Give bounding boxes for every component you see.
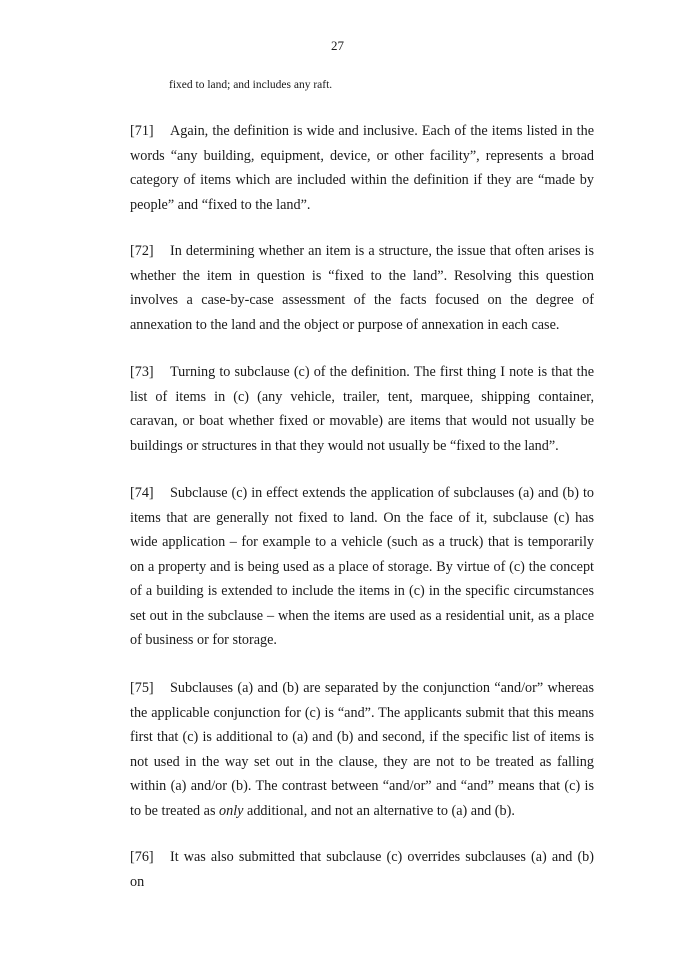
emphasis-only: only [219,802,244,819]
page-number: 27 [331,38,344,53]
paragraph-71 [130,119,594,217]
paragraph-text: In determining whether an item is a structure, the issue that often arises is whether the item in question is “fixed to the land”. Resolving this question involves a case-by-case assessment of the facts focused on the degree of annexation to the land and the object or purpose of annexation in each case. [130,243,594,333]
paragraph-72 [130,239,594,337]
paragraph-text: Again, the definition is wide and inclusive. Each of the items listed in the words “any building, equipment, device, or other facility”, represents a broad category of items which are included within the definition if they are “made by people” and “fixed to the land”. [130,123,594,213]
paragraph-text: Turning to subclause (c) of the definition. The first thing I note is that the list of items in (c) (any vehicle, trailer, tent, marquee, shipping container, caravan, or boat whether fixed or movable) are items that would not usually be buildings or structures in that they would not usually be “fixed to the land”. [130,364,594,454]
paragraph-number: [76] [130,849,154,865]
paragraph-number: [72] [130,243,154,259]
paragraph-text-after: additional, and not an alternative to (a) and (b). [243,802,515,819]
paragraph-text: Subclause (c) in effect extends the application of subclauses (a) and (b) to items that are generally not fixed to land. On the face of it, subclause (c) has wide application – for example to a vehicle (such as a truck) that is temporarily on a property and is being used as a place of storage. By virtue of (c) the concept of a building is extended to include the items in (c) in the specific circumstances set out in the subclause – when the items are used as a residential unit, as a place of business or for storage. [130,485,594,648]
paragraph-number: [75] [130,680,154,696]
paragraph-text: It was also submitted that subclause (c) overrides subclauses (a) and (b) on [130,849,594,890]
paragraph-text-before: Subclauses (a) and (b) are separated by the conjunction “and/or” whereas the applicable conjunction for (c) is “and”. The applicants submit that this means first that (c) is additional to (a) and (b) and second, if the specific list of items is not used in the way set out in the clause, they are not to be treated as falling within (a) and/or (b). The contrast between “and/or” and “and” means that (c) is to be treated as [130,680,594,819]
paragraph-number: [71] [130,123,154,139]
paragraph-number: [73] [130,364,154,380]
paragraph-73 [130,360,594,458]
paragraph-75 [130,676,594,823]
paragraph-74 [130,481,594,653]
quoted-definition-tail: fixed to land; and includes any raft. [169,79,333,91]
paragraph-76 [130,845,594,894]
paragraph-number: [74] [130,485,154,501]
